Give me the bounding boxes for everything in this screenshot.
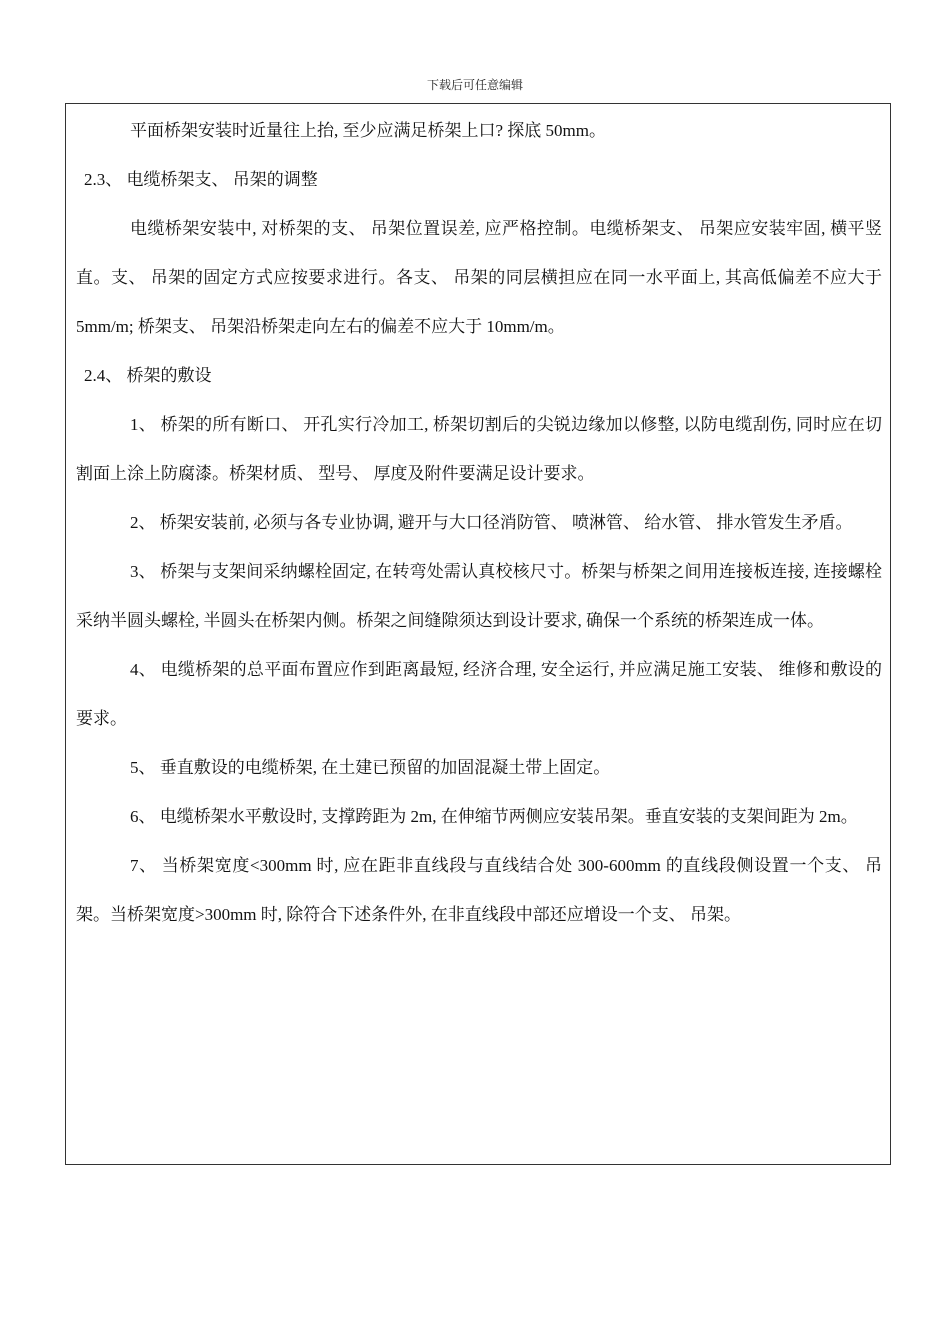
document-body: [76, 106, 882, 939]
list-item-5: 5、 垂直敷设的电缆桥架, 在土建已预留的加固混凝土带上固定。: [130, 758, 611, 777]
paragraph-support-adjustment: 电缆桥架安装中, 对桥架的支、 吊架位置误差, 应严格控制。电缆桥架支、 吊架应安装牢固, 横平竖直。支、 吊架的固定方式应按要求进行。各支、 吊架的同层横担应在同一水平面上, 其高低偏差不应大于 5mm/m; 桥架支、 吊架沿桥架走向左右的偏差不应大于 10mm/m。: [76, 219, 882, 336]
list-item-1: 1、 桥架的所有断口、 开孔实行冷加工, 桥架切割后的尖锐边缘加以修整, 以防电缆刮伤, 同时应在切割面上涂上防腐漆。桥架材质、 型号、 厚度及附件要满足设计要求。: [76, 415, 882, 483]
list-item-2: 2、 桥架安装前, 必须与各专业协调, 避开与大口径消防管、 喷淋管、 给水管、 排水管发生矛盾。: [130, 513, 853, 532]
list-item-7: 7、 当桥架宽度<300mm 时, 应在距非直线段与直线结合处 300-600mm 的直线段侧设置一个支、 吊架。当桥架宽度>300mm 时, 除符合下述条件外, 在非直线段中部还应增设一个支、 吊架。: [76, 856, 882, 924]
list-item-6: 6、 电缆桥架水平敷设时, 支撑跨距为 2m, 在伸缩节两侧应安装吊架。垂直安装的支架间距为 2m。: [130, 807, 858, 826]
paragraph-bridge-height: 平面桥架安装时近量往上抬, 至少应满足桥架上口? 探底 50mm。: [130, 121, 606, 140]
list-item-4: 4、 电缆桥架的总平面布置应作到距离最短, 经济合理, 安全运行, 并应满足施工安装、 维修和敷设的要求。: [76, 660, 882, 728]
page-header: 下载后可任意编辑: [426, 78, 523, 92]
section-heading-2-4: 2.4、 桥架的敷设: [84, 366, 212, 385]
section-heading-2-3: 2.3、 电缆桥架支、 吊架的调整: [84, 170, 318, 189]
list-item-3: 3、 桥架与支架间采纳螺栓固定, 在转弯处需认真校核尺寸。桥架与桥架之间用连接板连接, 连接螺栓采纳半圆头螺栓, 半圆头在桥架内侧。桥架之间缝隙须达到设计要求, 确保一个系统的桥架连成一体。: [76, 562, 882, 630]
